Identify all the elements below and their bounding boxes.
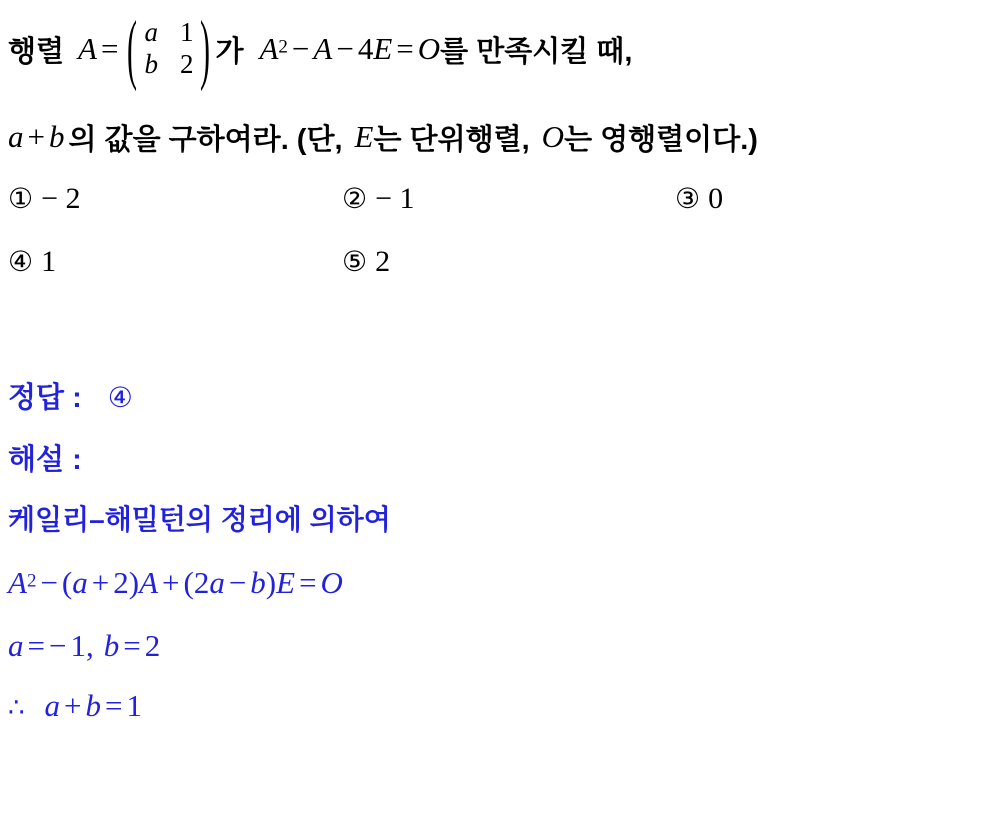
therefore-symbol: ∴	[8, 693, 25, 723]
matrix-left-paren: (	[127, 4, 138, 92]
sol1-plus-2: +	[162, 565, 180, 600]
sol2-two: 2	[144, 628, 161, 663]
plus-sign: +	[27, 119, 45, 154]
choice-value-1: − 2	[41, 182, 81, 215]
choice-value-4: 1	[41, 245, 57, 278]
sol1-left-paren-1: (	[61, 565, 73, 600]
sol3-a: a	[44, 688, 61, 723]
choice-marker-3: ③	[675, 182, 701, 215]
sol1-right-paren-1: )	[128, 565, 140, 600]
sol1-a: a	[72, 565, 88, 600]
sol2-minus: −	[48, 628, 67, 663]
matrix-right-paren: )	[200, 4, 211, 92]
question-line2-mid-text: 는 단위행렬,	[373, 123, 530, 156]
sol1-E: E	[276, 565, 296, 600]
matrix-name-A: A	[78, 31, 97, 66]
question-suffix-label: 를 만족시킬 때,	[440, 35, 633, 68]
choice-option-3[interactable]	[675, 182, 875, 216]
matrix-entry-r1c2: 1	[179, 17, 194, 48]
eq-A1-exponent: 2	[278, 36, 288, 58]
choices-row-1	[8, 182, 875, 216]
equals-sign: =	[100, 31, 119, 66]
var-a: a	[8, 119, 24, 154]
choices-row-2	[8, 245, 675, 279]
solution-text: 케일리–해밀턴의 정리에 의하여	[8, 504, 391, 535]
matrix-A	[124, 4, 213, 92]
solution-equation-1	[8, 565, 343, 601]
choice-marker-4: ④	[8, 245, 34, 278]
question-line2-end-text: 는 영행렬이다.)	[564, 123, 758, 156]
choice-option-2[interactable]	[342, 182, 675, 216]
question-line-1	[8, 4, 633, 92]
matrix-entry-r1c1: a	[144, 17, 158, 48]
sol1-right-paren-2: )	[265, 565, 277, 600]
choice-marker-1: ①	[8, 182, 34, 215]
particle-ga-label: 가	[215, 35, 244, 68]
question-line-2	[8, 112, 758, 162]
zero-matrix-O: O	[541, 119, 565, 154]
answer-label: 정답 :	[8, 382, 82, 414]
choice-option-1[interactable]	[8, 182, 342, 216]
eq-A2: A	[313, 31, 333, 66]
matrix-entry-r2c1: b	[144, 49, 158, 79]
identity-matrix-E: E	[354, 119, 374, 154]
sol1-two: 2	[113, 565, 129, 600]
question-equation	[259, 31, 440, 67]
sol1-A: A	[8, 565, 27, 600]
sol1-A-exponent: 2	[26, 570, 37, 592]
sol2-equals-1: =	[27, 628, 45, 663]
sol1-two-2: 2	[193, 565, 210, 600]
choice-value-2: − 1	[375, 182, 415, 215]
matrix-entry-r2c2: 2	[179, 49, 194, 79]
sol2-b: b	[103, 628, 120, 663]
eq-minus-2: −	[336, 31, 354, 66]
solution-equation-2	[8, 628, 160, 664]
sol2-one: 1	[70, 628, 86, 663]
sol1-plus-1: +	[91, 565, 110, 600]
sol2-comma: ,	[85, 628, 94, 663]
sol1-left-paren-2: (	[183, 565, 194, 600]
sol3-plus: +	[64, 688, 82, 723]
choice-marker-5: ⑤	[342, 245, 368, 278]
solution-label: 해설 :	[8, 444, 82, 476]
eq-O: O	[417, 31, 441, 66]
choice-value-3: 0	[708, 182, 724, 215]
sol1-equals: =	[299, 565, 317, 600]
choice-value-5: 2	[375, 245, 391, 278]
eq-coefficient-4: 4	[357, 31, 374, 66]
choice-marker-2: ②	[342, 182, 368, 215]
answer-line	[8, 375, 133, 416]
sol1-a2: a	[209, 565, 225, 600]
sol1-b: b	[250, 565, 266, 600]
var-b: b	[48, 119, 65, 154]
eq-equals: =	[396, 31, 414, 66]
sol3-equals: =	[105, 688, 123, 723]
sol1-minus-2: −	[228, 565, 247, 600]
sol3-one: 1	[126, 688, 143, 723]
eq-E: E	[373, 31, 393, 66]
eq-minus-1: −	[291, 31, 310, 66]
sol3-b: b	[85, 688, 102, 723]
solution-equation-3	[8, 688, 142, 724]
choice-option-5[interactable]	[342, 245, 675, 279]
sol2-equals-2: =	[123, 628, 141, 663]
sol2-a: a	[8, 628, 24, 663]
answer-value: ④	[107, 381, 133, 414]
choice-option-4[interactable]	[8, 245, 342, 279]
sol1-minus: −	[40, 565, 58, 600]
question-line2-text: 의 값을 구하여라. (단,	[68, 123, 343, 156]
sol1-A2: A	[139, 565, 158, 600]
question-prefix-label: 행렬	[8, 35, 65, 68]
sol1-O: O	[320, 565, 343, 600]
eq-A1: A	[259, 31, 279, 66]
matrix-entries	[140, 18, 197, 79]
